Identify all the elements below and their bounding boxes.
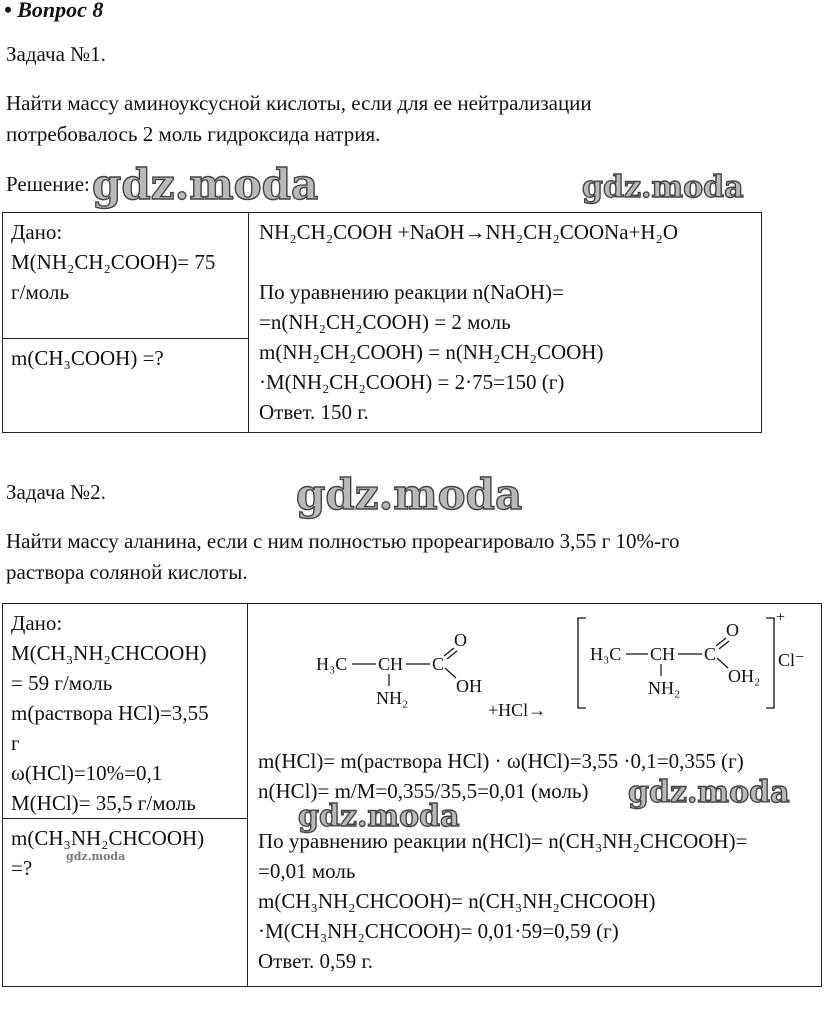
- bond-line: [445, 668, 456, 678]
- task2-title: Задача №2.: [6, 480, 106, 504]
- ch3-label: H₃C: [316, 654, 348, 674]
- solution-line: n(HCl)= m/M=0,355/35,5=0,01 (моль): [258, 779, 589, 803]
- oh-label: OH: [456, 676, 482, 696]
- given-line: г/моль: [11, 280, 70, 304]
- watermark-small: gdz.moda: [66, 850, 126, 863]
- answer-line: Ответ. 150 г.: [259, 400, 369, 424]
- given-line: г: [11, 731, 20, 755]
- find-line: m(CH₃NH₂CHCOOH): [11, 826, 205, 850]
- answer-line: Ответ. 0,59 г.: [258, 949, 374, 973]
- c-label: C: [432, 654, 445, 674]
- given-line: = 59 г/моль: [11, 671, 113, 695]
- given-line: Дано:: [11, 611, 63, 635]
- task2-statement-line: Найти массу аланина, если с ним полностью прореагировало 3,55 г 10%-го: [6, 529, 680, 553]
- ch-label: CH: [378, 654, 404, 674]
- solution-line: m(HCl)= m(раствора HCl) · ω(HCl)=3,55 ·0,1=0,355 (г): [258, 749, 744, 773]
- charge-label: +: [776, 609, 786, 626]
- watermark-logo: gdz.moda: [92, 160, 319, 209]
- nh2-label: NH₂: [376, 688, 409, 708]
- task2-statement-line: раствора соляной кислоты.: [6, 560, 248, 584]
- plus-hcl-label: +HCl→: [488, 700, 547, 720]
- solution-line: m(CH₃NH₂CHCOOH)= n(CH₃NH₂CHCOOH): [258, 889, 656, 913]
- solution-line: ·M(CH₃NH₂CHCOOH)= 0,01·59=0,59 (г): [258, 919, 619, 943]
- task1-solution-cell: [249, 213, 762, 433]
- ch3-label: H₃C: [590, 644, 622, 664]
- solution-line: По уравнению реакции n(NaOH)=: [259, 280, 564, 304]
- given-line: M(NH₂CH₂COOH)= 75: [11, 250, 216, 274]
- task2-given-cell: [3, 604, 248, 819]
- nh2-label: NH₂: [648, 678, 681, 698]
- task1-statement: [6, 88, 592, 150]
- task1-table: [2, 212, 762, 433]
- bullet: •: [4, 0, 12, 22]
- ch-label: CH: [650, 644, 676, 664]
- question-header: [4, 0, 103, 23]
- solution-blank-line: [259, 247, 755, 277]
- solution-line: m(NH₂CH₂COOH) = n(NH₂CH₂COOH): [259, 340, 604, 364]
- task2-find-cell: [3, 819, 248, 987]
- right-bracket: [766, 618, 774, 708]
- given-line: ω(HCl)=10%=0,1: [11, 761, 163, 785]
- find-line: =?: [11, 856, 33, 880]
- solution-line: По уравнению реакции n(HCl)= n(CH₃NH₂CHCOOH)=: [258, 829, 748, 853]
- task1-statement-line: потребовалось 2 моль гидроксида натрия.: [6, 122, 381, 146]
- solution-line: ·M(NH₂CH₂COOH) = 2·75=150 (г): [259, 370, 565, 394]
- question-title: Вопрос 8: [17, 0, 104, 22]
- c-label: C: [704, 644, 717, 664]
- watermark-logo: gdz.moda: [298, 799, 460, 834]
- solution-line: =n(NH₂CH₂COOH) = 2 моль: [259, 310, 511, 334]
- o-top-label: O: [454, 630, 467, 650]
- solution-line: NH₂CH₂COOH +NaOH→NH₂CH₂COONa+H₂O: [259, 220, 679, 244]
- task1-given-cell: [3, 213, 249, 339]
- task1-find-cell: [3, 339, 249, 433]
- solution-label: Решение:: [6, 172, 90, 196]
- given-line: M(CH₃NH₂CHCOOH): [11, 641, 207, 665]
- given-line: Дано:: [11, 220, 63, 244]
- find-line: m(CH₃COOH) =?: [11, 346, 164, 370]
- reaction-scheme: [248, 604, 814, 724]
- task1-statement-line: Найти массу аминоуксусной кислоты, если для ее нейтрализации: [6, 91, 592, 115]
- chloride-label: Cl⁻: [778, 650, 805, 670]
- watermark-logo: gdz.moda: [582, 170, 744, 205]
- watermark-logo: gdz.moda: [296, 470, 523, 519]
- given-line: M(HCl)= 35,5 г/моль: [11, 791, 196, 815]
- watermark-logo: gdz.moda: [628, 775, 790, 810]
- left-bracket: [578, 618, 586, 708]
- bond-line: [717, 658, 728, 668]
- oh2-label: OH₂: [728, 666, 761, 686]
- task2-statement: [6, 526, 680, 588]
- solution-line: =0,01 моль: [258, 859, 356, 883]
- task1-title: Задача №1.: [6, 42, 106, 66]
- given-line: m(раствора HCl)=3,55: [11, 701, 209, 725]
- o-top-label: O: [726, 620, 739, 640]
